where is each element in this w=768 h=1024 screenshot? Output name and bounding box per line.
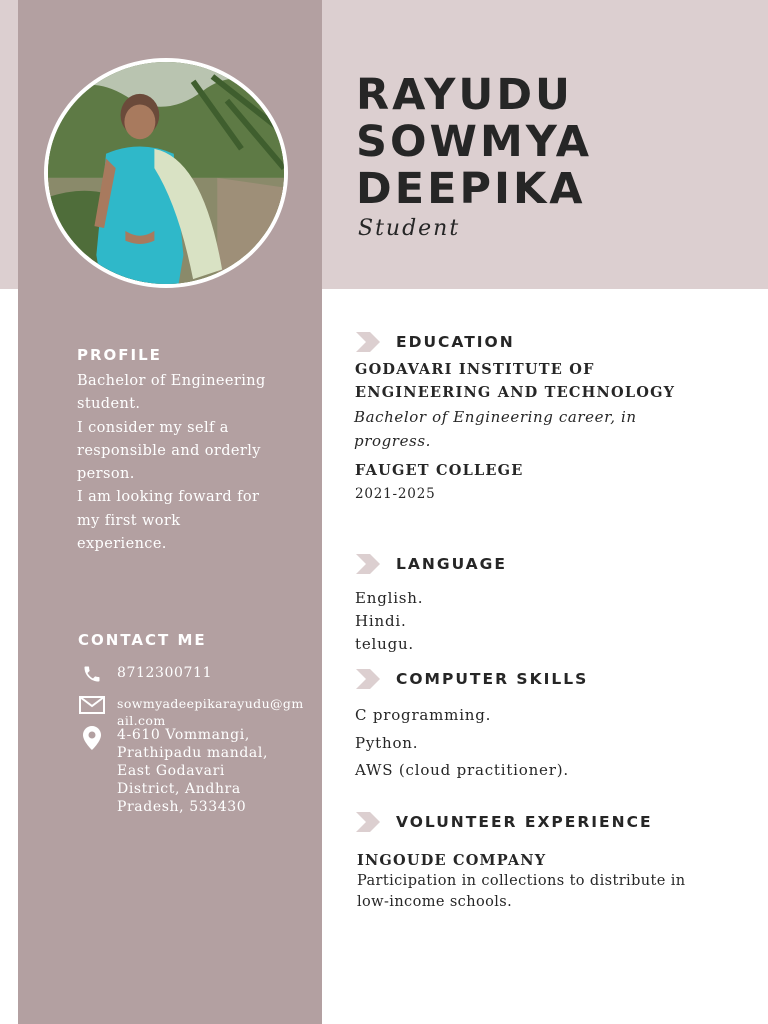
contact-phone [78,664,212,684]
profile-line: I consider my self a [77,419,229,436]
volunteer-line: low-income schools. [357,894,513,910]
profile-text [77,370,292,556]
volunteer-header [356,812,653,832]
profile-line: Bachelor of Engineering [77,373,266,389]
email-address[interactable] [117,695,304,729]
profile-line: my first work [77,512,181,529]
chevron-arrow-icon [356,669,382,689]
education-header [356,332,515,352]
degree-line: progress. [354,432,432,450]
envelope-icon [78,695,106,715]
skill-item: AWS (cloud practitioner). [355,761,569,779]
language-item: Hindi. [355,612,407,630]
name-line-3: DEEPIKA [356,164,586,214]
job-title: Student [358,216,461,241]
name-line-2: SOWMYA [356,117,593,167]
contact-heading: CONTACT ME [78,631,207,649]
phone-icon [78,664,106,684]
volunteer-line: Participation in collections to distribute in [357,873,686,889]
profile-line: student. [77,396,141,413]
chevron-arrow-icon [356,554,382,574]
degree-description [354,405,637,453]
skill-item: C programming. [355,706,492,724]
profile-line: responsible and orderly [77,442,261,459]
name-line-1: RAYUDU [356,70,573,120]
volunteer-description [357,871,686,913]
chevron-arrow-icon [356,332,382,352]
education-heading: EDUCATION [396,333,515,351]
chevron-arrow-icon [356,812,382,832]
language-header [356,554,507,574]
education-years: 2021-2025 [355,486,436,502]
institution-name [355,358,675,404]
volunteer-heading: VOLUNTEER EXPERIENCE [396,813,653,831]
address-line: 4-610 Vommangi, [117,727,250,743]
volunteer-company: INGOUDE COMPANY [357,852,547,869]
address-line: Prathipadu mandal, [117,745,268,761]
email-line: sowmyadeepikarayudu@gm [117,696,304,711]
email-line: ail.com [117,713,166,728]
profile-photo [44,58,288,288]
location-pin-icon [78,726,106,750]
degree-line: Bachelor of Engineering career, in [354,408,637,426]
profile-heading: PROFILE [77,346,162,364]
language-list [355,587,423,656]
full-name [356,72,756,213]
language-item: telugu. [355,635,414,653]
address-line: District, Andhra [117,781,241,797]
language-heading: LANGUAGE [396,555,507,573]
college-name: FAUGET COLLEGE [355,462,524,479]
institution-line: GODAVARI INSTITUTE OF [355,361,595,378]
profile-line: I am looking foward for [77,489,260,506]
language-item: English. [355,589,424,607]
contact-address [78,726,268,816]
profile-line: person. [77,466,135,483]
phone-number[interactable]: 8712300711 [117,665,213,681]
address-line: East Godavari [117,763,225,779]
contact-email [78,695,304,729]
address-line: Pradesh, 533430 [117,799,247,815]
skill-item: Python. [355,733,419,752]
skills-heading: COMPUTER SKILLS [396,670,589,688]
skills-header [356,669,588,689]
profile-line: experience. [77,536,167,553]
address [117,726,268,816]
institution-line: ENGINEERING AND TECHNOLOGY [355,384,676,401]
skills-list [355,702,569,785]
